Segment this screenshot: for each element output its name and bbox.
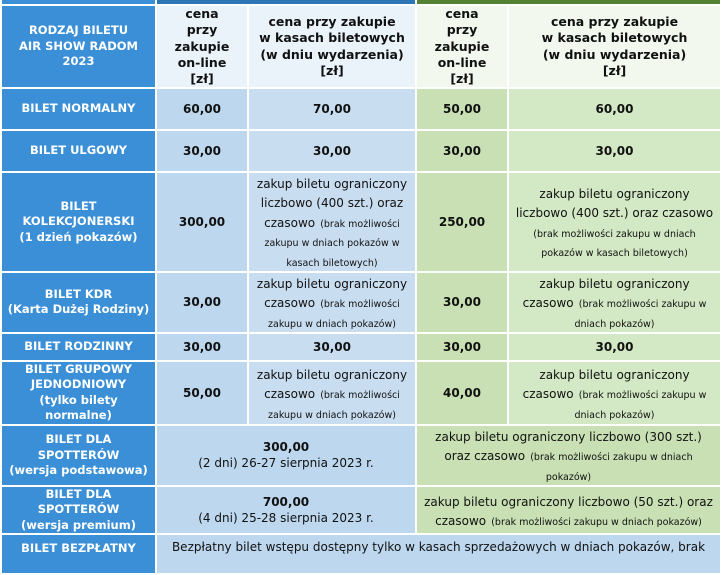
- restriction-note: [248, 361, 416, 425]
- price-cell: 60,00: [508, 88, 721, 130]
- header-text: w kasach biletowych: [541, 30, 688, 46]
- ticket-type-header: [1, 5, 156, 88]
- note-small-text: (brak możliwości zakupu w dniach pokazów): [268, 299, 400, 331]
- note-text: zakup biletu ograniczony liczbowo (300 szt.) oraz czasowo: [435, 429, 702, 464]
- header-text: cena: [445, 6, 479, 21]
- spotter-price: 700,00: [262, 494, 310, 509]
- corner-line-1: RODZAJ BILETU: [28, 23, 129, 38]
- price-cell: 30,00: [248, 333, 416, 361]
- note-text: zakup biletu ograniczony czasowo: [256, 277, 408, 311]
- row-label-line: (wersja premium): [21, 517, 136, 532]
- table-row: [1, 333, 721, 361]
- header-text: [zł]: [450, 71, 474, 86]
- note-text: zakup biletu ograniczony liczbowo (400 szt.) oraz czasowo: [256, 177, 408, 230]
- day2-kasa-header: [508, 5, 721, 88]
- header-text: przy zakupie: [434, 22, 490, 54]
- day1-kasa-header: [248, 5, 416, 88]
- day2-online-header: [416, 5, 508, 88]
- spotter-price-cell: [156, 486, 416, 535]
- row-label-line: BILET KDR: [44, 286, 113, 301]
- note-text: zakup biletu ograniczony liczbowo (400 szt.) oraz czasowo: [515, 187, 714, 221]
- header-text: [zł]: [602, 62, 627, 78]
- row-label-line: BILET GRUPOWY: [25, 361, 132, 376]
- spotter-dates: (2 dni) 26-27 sierpnia 2023 r.: [198, 456, 374, 471]
- note-text: zakup biletu ograniczony czasowo: [522, 277, 690, 311]
- price-cell: 30,00: [416, 333, 508, 361]
- row-label-line: BILET DLA SPOTTERÓW: [37, 432, 120, 462]
- note-small-text: (brak możliwości zakupu w dniach pokazów w kasach biletowych): [264, 218, 400, 270]
- table-row: [1, 486, 721, 535]
- row-label-line: (wersja podstawowa): [9, 463, 148, 478]
- restriction-note: [416, 486, 721, 535]
- table-row: [1, 88, 721, 130]
- header-text: on-line: [437, 54, 487, 70]
- table-row: [1, 172, 721, 272]
- price-cell: 250,00: [416, 172, 508, 272]
- header-text: przy zakupie: [174, 22, 230, 54]
- table-row: [1, 130, 721, 172]
- price-cell: 30,00: [416, 130, 508, 172]
- row-label: [1, 172, 156, 272]
- restriction-note: [508, 361, 721, 425]
- price-cell: 30,00: [248, 130, 416, 172]
- table-row: [1, 361, 721, 425]
- header-text: cena przy zakupie: [550, 14, 679, 30]
- header-text: w kasach biletowych: [259, 30, 405, 46]
- row-label-line: BILET DLA SPOTTERÓW: [37, 486, 120, 517]
- restriction-note: [248, 172, 416, 272]
- price-cell: 30,00: [416, 272, 508, 333]
- price-cell: 30,00: [508, 333, 721, 361]
- column-header-row: [1, 5, 721, 88]
- price-cell: 30,00: [156, 130, 248, 172]
- price-cell: 70,00: [248, 88, 416, 130]
- row-label-line: (1 dzień pokazów): [19, 229, 138, 244]
- price-cell: 30,00: [156, 333, 248, 361]
- header-text: cena: [185, 6, 219, 21]
- table-row: [1, 425, 721, 486]
- row-label: BILET BEZPŁATNY: [1, 534, 156, 574]
- row-label: [1, 425, 156, 486]
- row-label-line: BILET KOLEKCJONERSKI: [22, 198, 135, 229]
- price-cell: 40,00: [416, 361, 508, 425]
- day1-online-header: [156, 5, 248, 88]
- restriction-note: [508, 172, 721, 272]
- price-cell: 300,00: [156, 172, 248, 272]
- row-label: BILET ULGOWY: [1, 130, 156, 172]
- spotter-price: 300,00: [262, 440, 310, 455]
- restriction-note: [248, 272, 416, 333]
- note-small-text: (brak możliwości zakupu w dniach pokazów): [491, 516, 702, 528]
- header-text: (w dniu wydarzenia): [542, 46, 687, 62]
- row-label: [1, 486, 156, 535]
- price-cell: 50,00: [416, 88, 508, 130]
- row-label: [1, 272, 156, 333]
- note-small-text: (brak możliwości zakupu w dniach pokazów): [574, 299, 707, 331]
- note-text: zakup biletu ograniczony czasowo: [256, 367, 408, 401]
- price-cell: 30,00: [156, 272, 248, 333]
- header-text: [zł]: [320, 62, 344, 78]
- row-label: [1, 361, 156, 425]
- header-text: (w dniu wydarzenia): [260, 46, 404, 62]
- header-text: [zł]: [190, 71, 214, 86]
- note-text: zakup biletu ograniczony czasowo: [522, 367, 690, 401]
- note-small-text: (brak możliwości zakupu w dniach pokazów): [268, 389, 400, 421]
- row-label: BILET RODZINNY: [1, 333, 156, 361]
- row-label-line: (Karta Dużej Rodziny): [7, 302, 150, 317]
- spotter-price-cell: [156, 425, 416, 486]
- price-cell: 30,00: [508, 130, 721, 172]
- table-row: [1, 534, 721, 574]
- note-small-text: (brak możliwości zakupu w dniach pokazów): [574, 389, 707, 421]
- spotter-dates: (4 dni) 25-28 sierpnia 2023 r.: [198, 511, 374, 526]
- row-label-line: JEDNODNIOWY: [30, 377, 127, 392]
- note-small-text: (brak możliwości zakupu w dniach pokazów w kasach biletowych): [533, 228, 696, 260]
- restriction-note: [508, 272, 721, 333]
- free-ticket-note: Bezpłatny bilet wstępu dostępny tylko w kasach sprzedażowych w dniach pokazów, brak: [156, 534, 721, 574]
- note-text: zakup biletu ograniczony liczbowo (50 szt.) oraz czasowo: [424, 494, 713, 528]
- corner-line-2: AIR SHOW RADOM 2023: [19, 38, 138, 69]
- row-label: BILET NORMALNY: [1, 88, 156, 130]
- restriction-note: [416, 425, 721, 486]
- price-cell: 60,00: [156, 88, 248, 130]
- header-text: cena przy zakupie: [268, 14, 396, 30]
- row-label-line: (tylko bilety normalne): [39, 392, 118, 423]
- price-cell: 50,00: [156, 361, 248, 425]
- header-text: on-line: [177, 54, 227, 70]
- table-row: [1, 272, 721, 333]
- note-small-text: (brak możliwości zakupu w dniach pokazów): [530, 452, 693, 483]
